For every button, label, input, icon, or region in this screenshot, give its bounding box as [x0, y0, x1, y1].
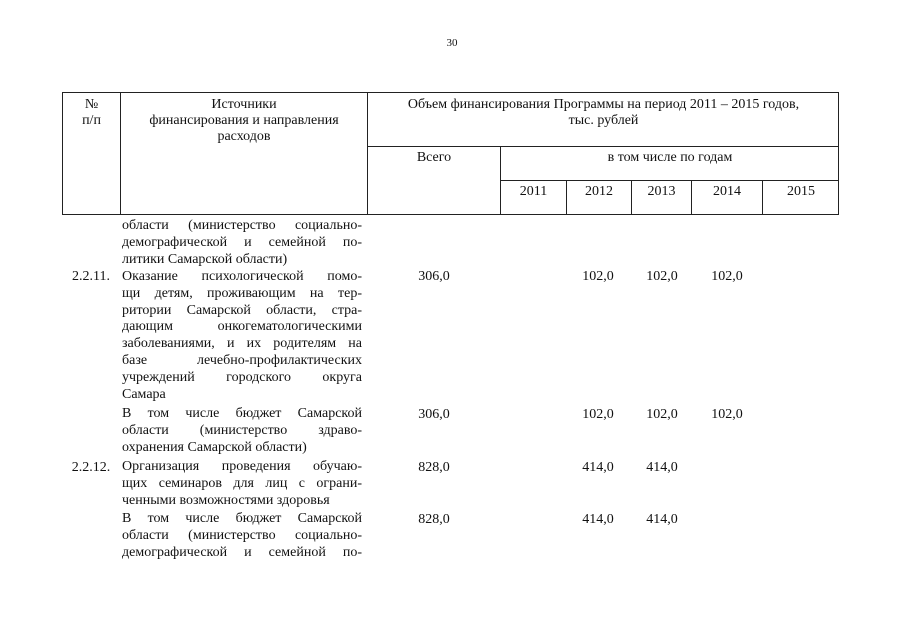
row-2212-budget-text: В том числе бюджет Самарской области (министерство социально- демографической и семейной по-	[122, 511, 362, 560]
cell-total: 306,0	[418, 269, 450, 284]
cell-2012: 102,0	[582, 269, 614, 284]
header-year-2014: 2014	[713, 184, 741, 199]
cell-2012: 414,0	[582, 460, 614, 475]
cell-2013: 102,0	[646, 269, 678, 284]
row-cont-text: области (министерство социально- демографической и семейной по- литики Самарской области)	[122, 218, 362, 267]
cell-2012: 414,0	[582, 512, 614, 527]
page-number: 30	[446, 37, 458, 49]
cell-2013: 414,0	[646, 460, 678, 475]
row-2211-text: Оказание психологической помо- щи детям, проживающим на тер- ритории Самарской области, стра- дающим онкогематологическими заболеваниями, и их родителям на базе лечебно-профилактических учреждений городского округа Самара	[122, 269, 362, 402]
header-col-volume: Объем финансирования Программы на период 2011 – 2015 годов, тыс. рублей	[407, 97, 800, 128]
header-col-no: № п/п	[82, 97, 101, 128]
header-year-2013: 2013	[647, 184, 676, 199]
header-col-by-years: в том числе по годам	[607, 150, 733, 165]
row-2211-budget-text: В том числе бюджет Самарской области (министерство здраво- охранения Самарской области)	[122, 406, 362, 455]
cell-2014: 102,0	[711, 269, 743, 284]
row-number: 2.2.11.	[72, 269, 110, 284]
cell-2013: 414,0	[646, 512, 678, 527]
cell-2014: 102,0	[711, 407, 743, 422]
header-divider	[367, 146, 839, 147]
header-year-2015: 2015	[787, 184, 815, 199]
header-divider	[500, 180, 839, 181]
cell-2013: 102,0	[646, 407, 678, 422]
header-year-2012: 2012	[585, 184, 613, 199]
row-2212-text: Организация проведения обучаю- щих семинаров для лиц с ограни- ченными возможностями здоровья	[122, 459, 362, 508]
cell-total: 306,0	[418, 407, 450, 422]
header-col-total: Всего	[416, 150, 452, 165]
header-year-2011: 2011	[519, 184, 548, 199]
cell-total: 828,0	[418, 512, 450, 527]
cell-total: 828,0	[418, 460, 450, 475]
cell-2012: 102,0	[582, 407, 614, 422]
header-col-sources: Источники финансирования и направления расходов	[149, 97, 339, 144]
row-number: 2.2.12.	[71, 460, 111, 475]
